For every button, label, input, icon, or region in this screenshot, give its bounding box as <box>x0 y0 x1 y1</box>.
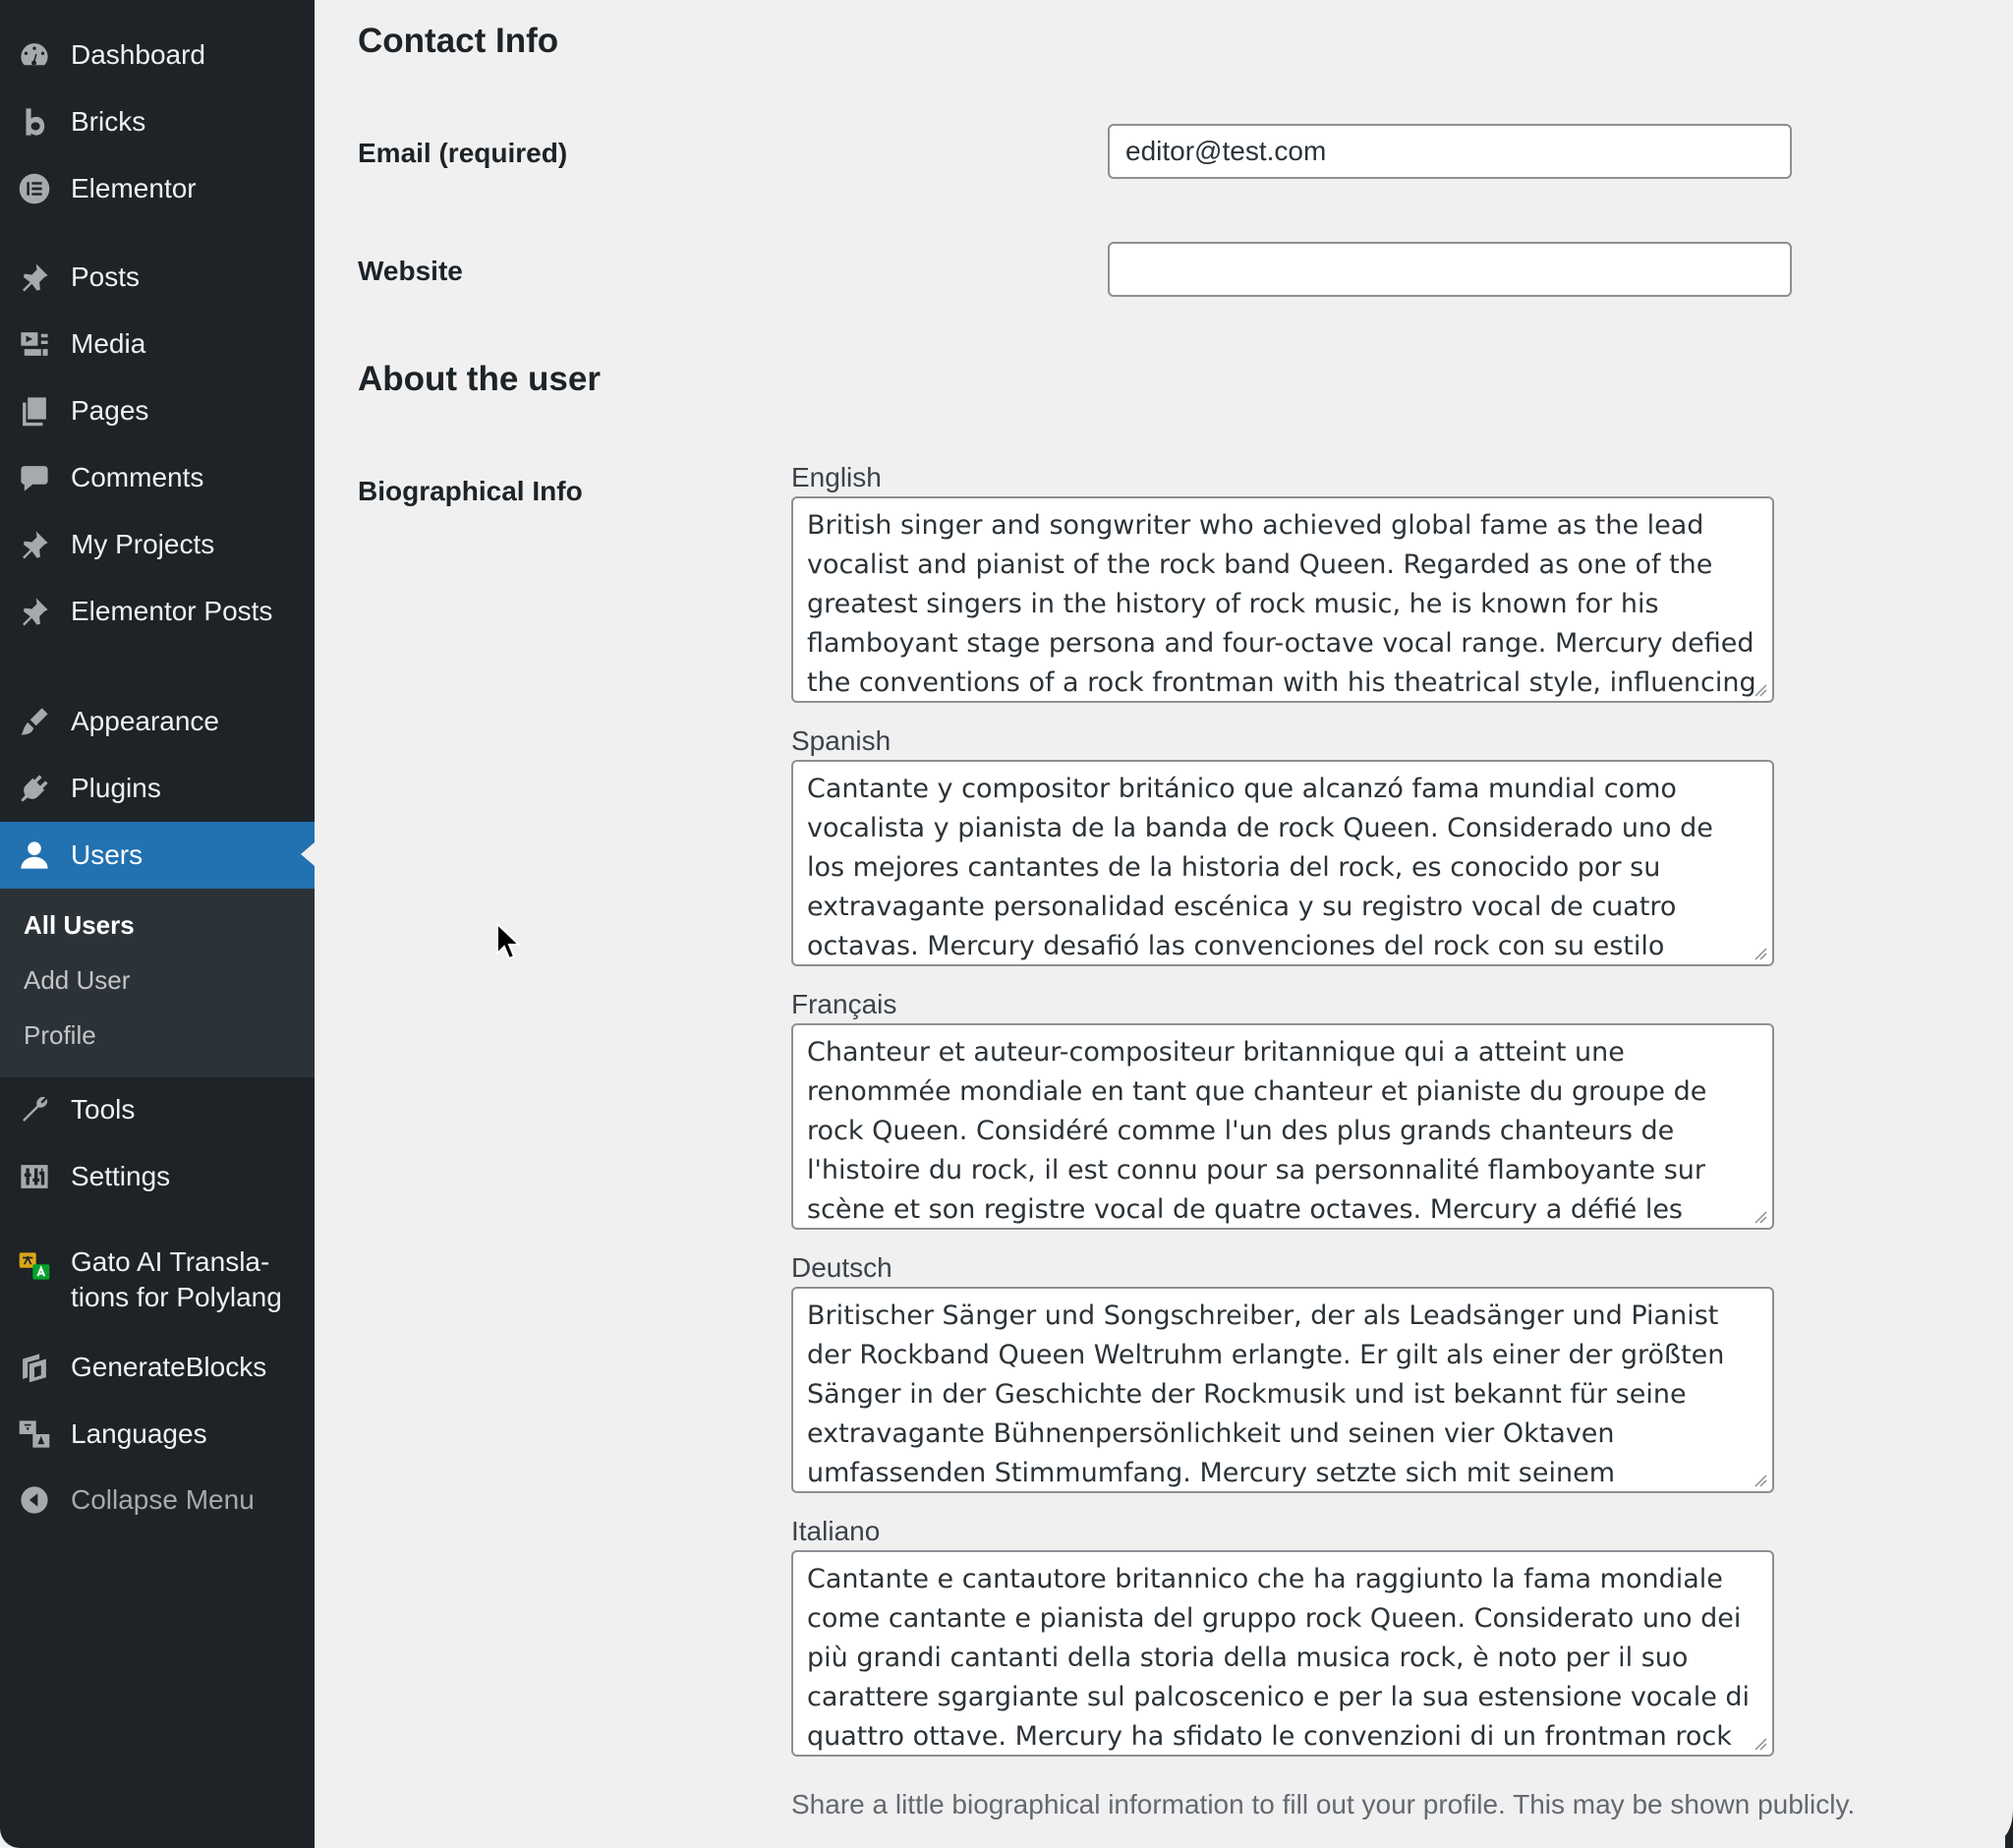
bio-language-label-italian: Italiano <box>791 1516 881 1546</box>
active-indicator <box>301 842 315 866</box>
menu-item-bricks[interactable] <box>0 89 315 154</box>
bio-textarea-spanish[interactable] <box>791 760 1774 966</box>
menu-item-comments[interactable] <box>0 445 315 510</box>
bio-textarea-french[interactable] <box>791 1023 1774 1230</box>
plugins-icon <box>17 771 52 806</box>
menu-item-my-projects[interactable] <box>0 512 315 577</box>
biographical-info-label: Biographical Info <box>358 476 583 506</box>
menu-item-pages[interactable] <box>0 378 315 443</box>
menu-label: Plugins <box>71 773 161 803</box>
media-icon <box>17 326 52 362</box>
profile-form <box>315 0 2013 1848</box>
bio-language-label-spanish: Spanish <box>791 725 891 756</box>
menu-item-media[interactable] <box>0 312 315 376</box>
dashboard-icon <box>17 37 52 73</box>
menu-label: Pages <box>71 395 149 426</box>
menu-item-generateblocks[interactable] <box>0 1335 315 1400</box>
submenu-add-user[interactable]: Add User <box>24 965 131 995</box>
pin-icon <box>17 594 52 629</box>
collapse-icon <box>17 1482 52 1518</box>
website-field[interactable] <box>1108 242 1792 297</box>
submenu-all-users[interactable]: All Users <box>24 910 135 940</box>
menu-label: Languages <box>71 1418 207 1449</box>
bio-textarea-german[interactable] <box>791 1287 1774 1493</box>
menu-label: GenerateBlocks <box>71 1352 267 1382</box>
email-label: Email (required) <box>358 138 568 168</box>
settings-icon <box>17 1159 52 1194</box>
generateblocks-icon <box>17 1350 52 1385</box>
menu-item-gato-ai[interactable] <box>0 1244 315 1323</box>
bio-language-label-french: Français <box>791 989 897 1019</box>
menu-item-posts[interactable] <box>0 245 315 310</box>
menu-label: Appearance <box>71 706 220 736</box>
menu-label: Gato AI Transla- tions for Polylang <box>71 1246 282 1312</box>
menu-label: Elementor Posts <box>71 596 273 626</box>
bricks-icon <box>17 104 52 140</box>
tools-icon <box>17 1092 52 1127</box>
collapse-menu-button[interactable] <box>0 1468 315 1532</box>
mouse-cursor-icon <box>495 922 521 961</box>
bio-language-label-english: English <box>791 462 882 492</box>
menu-label: Elementor <box>71 173 197 203</box>
appearance-icon <box>17 704 52 739</box>
resize-handle-icon[interactable] <box>1754 1210 1767 1224</box>
menu-item-plugins[interactable] <box>0 756 315 821</box>
menu-label: Dashboard <box>71 39 205 70</box>
menu-item-settings[interactable] <box>0 1144 315 1209</box>
pin-icon <box>17 527 52 562</box>
languages-icon <box>17 1416 52 1452</box>
users-icon <box>17 837 52 873</box>
menu-label: Media <box>71 328 146 359</box>
menu-label: Settings <box>71 1161 171 1191</box>
menu-label: Bricks <box>71 106 146 137</box>
menu-item-elementor-posts[interactable] <box>0 579 315 644</box>
pin-icon <box>17 260 52 295</box>
translate-icon <box>17 1248 52 1284</box>
resize-handle-icon[interactable] <box>1754 1737 1767 1751</box>
menu-item-appearance[interactable] <box>0 689 315 754</box>
about-user-heading: About the user <box>358 360 601 398</box>
menu-label: Collapse Menu <box>71 1484 255 1515</box>
menu-item-elementor[interactable] <box>0 156 315 221</box>
bio-textarea-italian[interactable] <box>791 1550 1774 1757</box>
bio-language-label-german: Deutsch <box>791 1252 892 1283</box>
menu-label: Posts <box>71 261 141 292</box>
admin-sidebar <box>0 0 315 1848</box>
resize-handle-icon[interactable] <box>1754 1473 1767 1487</box>
bio-description: Share a little biographical information to fill out your profile. This may be shown publicly. <box>791 1789 1856 1819</box>
pages-icon <box>17 393 52 429</box>
menu-item-tools[interactable] <box>0 1077 315 1142</box>
menu-label: Comments <box>71 462 204 492</box>
submenu-profile[interactable]: Profile <box>24 1020 96 1050</box>
email-field[interactable] <box>1108 124 1792 179</box>
comments-icon <box>17 460 52 495</box>
window-edge <box>2005 0 2013 1848</box>
website-label: Website <box>358 256 463 286</box>
users-submenu <box>0 889 315 1077</box>
menu-item-users[interactable] <box>0 822 315 889</box>
elementor-icon <box>17 171 52 206</box>
menu-label: Users <box>71 839 144 870</box>
resize-handle-icon[interactable] <box>1754 947 1767 960</box>
menu-label: Tools <box>71 1094 136 1125</box>
menu-item-languages[interactable] <box>0 1402 315 1467</box>
resize-handle-icon[interactable] <box>1754 683 1767 697</box>
menu-item-dashboard[interactable] <box>0 23 315 87</box>
contact-info-heading: Contact Info <box>358 22 559 60</box>
menu-label: My Projects <box>71 529 215 559</box>
bio-textarea-english[interactable] <box>791 496 1774 703</box>
